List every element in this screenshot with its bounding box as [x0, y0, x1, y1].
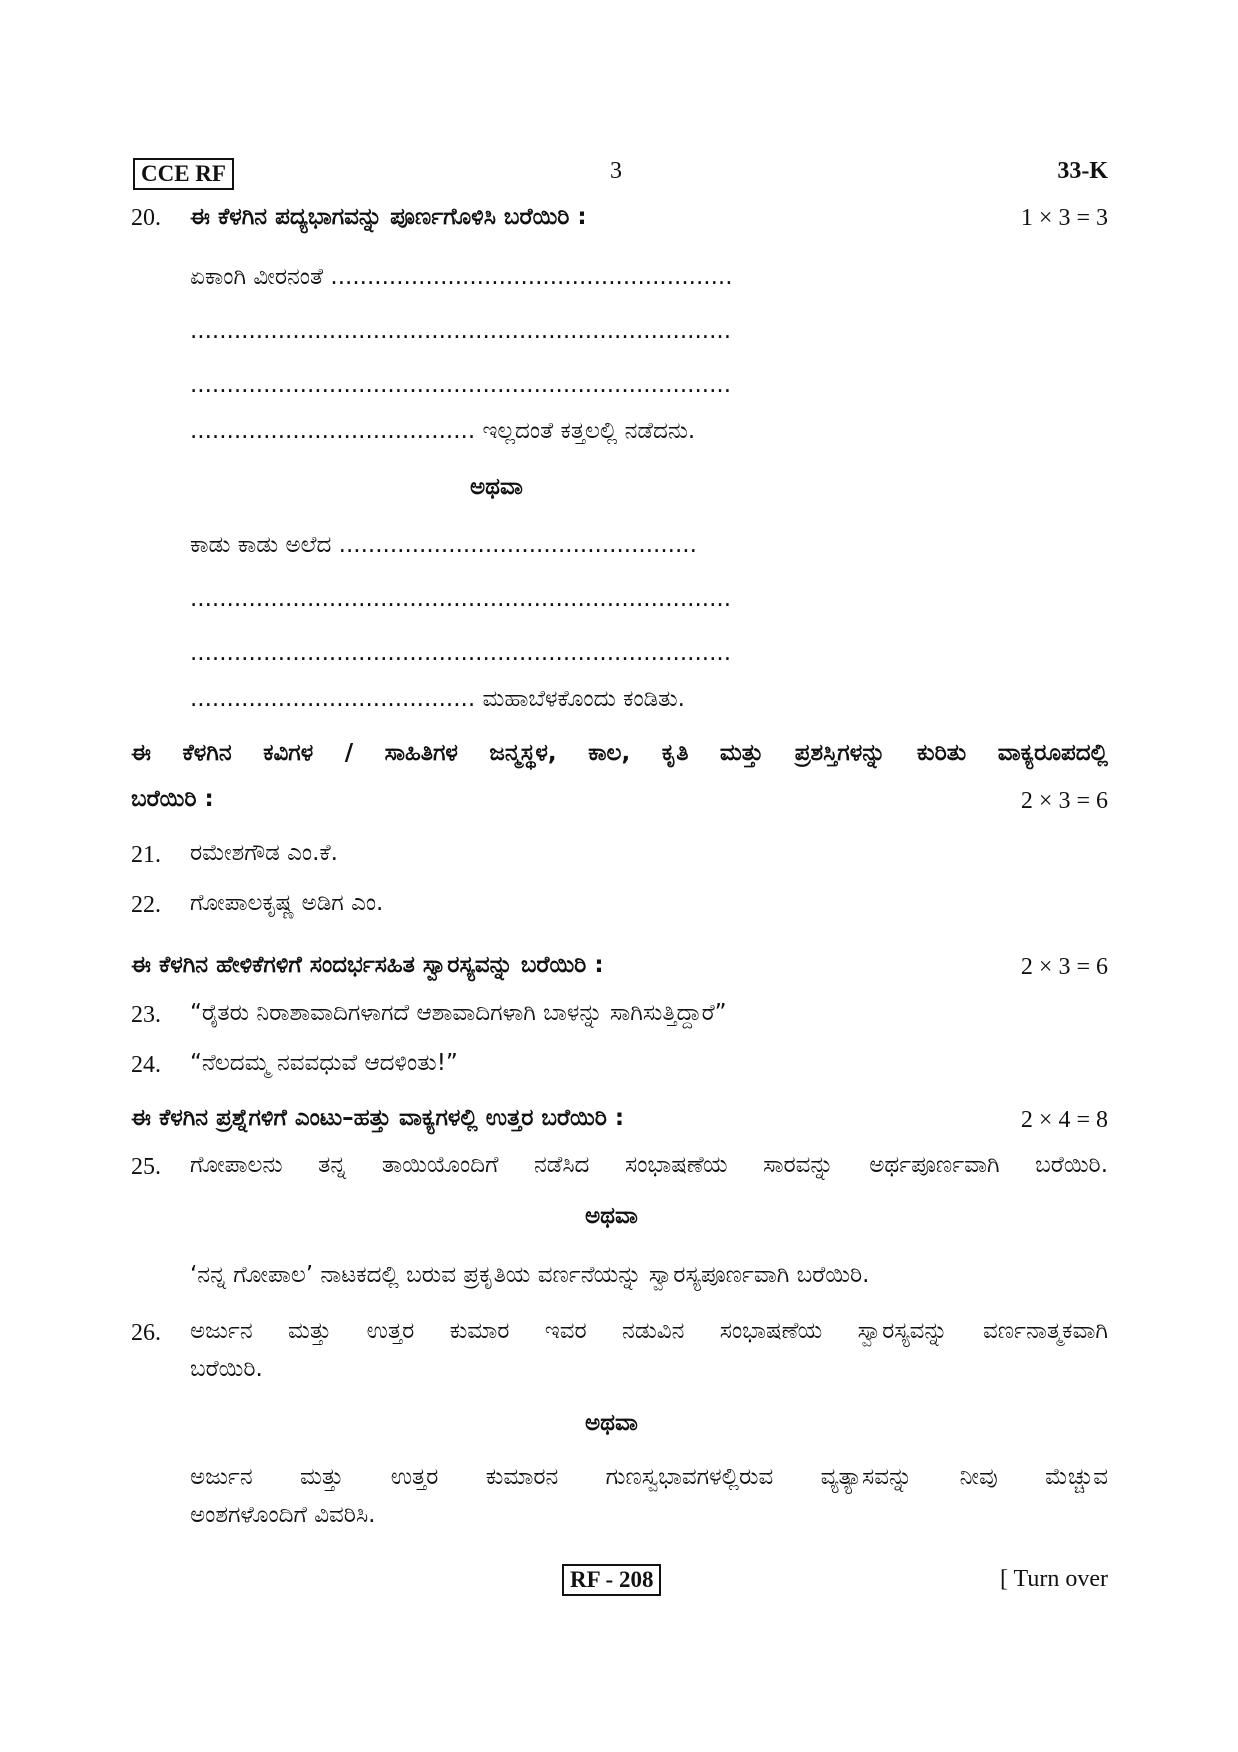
page-number: 3 — [610, 158, 622, 184]
q24-text: “ನೆಲದಮ್ಮ ನವವಧುವೆ ಆದಳಿಂತು!” — [190, 1050, 458, 1076]
poem1-line-1: ಏಕಾಂಗಿ ವೀರನಂತೆ ....................................................... — [190, 264, 733, 290]
header-code-box: CCE RF — [133, 158, 234, 190]
q26-alt-text: ಅರ್ಜುನ ಮತ್ತು ಉತ್ತರ ಕುಮಾರನ ಗುಣಸ್ವಭಾವಗಳಲ್ಲಿರುವ ವ್ಯತ್ಯಾಸವನ್ನು ನೀವು ಮೆಚ್ಚುವ — [190, 1464, 1108, 1490]
q26-alt-text-cont: ಅಂಶಗಳೊಂದಿಗೆ ವಿವರಿಸಿ. — [190, 1502, 376, 1528]
long-instruction: ಈ ಕೆಳಗಿನ ಪ್ರಶ್ನೆಗಳಿಗೆ ಎಂಟು–ಹತ್ತು ವಾಕ್ಯಗಳಲ್ಲಿ ಉತ್ತರ ಬರೆಯಿರಿ : — [131, 1105, 625, 1131]
q20-or: ಅಥವಾ — [470, 474, 523, 500]
q26-text-cont: ಬರೆಯಿರಿ. — [190, 1356, 263, 1382]
q22-text: ಗೋಪಾಲಕೃಷ್ಣ ಅಡಿಗ ಎಂ. — [190, 890, 384, 916]
q26-number: 26. — [131, 1320, 161, 1346]
poem2-line-3: .......................................................................... — [190, 640, 732, 666]
q25-number: 25. — [131, 1154, 161, 1180]
long-marks: 2 × 4 = 8 — [1020, 1107, 1108, 1133]
q23-number: 23. — [131, 1002, 161, 1028]
q20-instruction: ಈ ಕೆಳಗಿನ ಪದ್ಯಭಾಗವನ್ನು ಪೂರ್ಣಗೊಳಿಸಿ ಬರೆಯಿರಿ : — [190, 204, 587, 230]
context-marks: 2 × 3 = 6 — [1020, 954, 1108, 980]
poets-instruction-cont: ಬರೆಯಿರಿ : — [131, 786, 214, 812]
q20-marks: 1 × 3 = 3 — [1020, 205, 1108, 231]
q26-text: ಅರ್ಜುನ ಮತ್ತು ಉತ್ತರ ಕುಮಾರ ಇವರ ನಡುವಿನ ಸಂಭಾಷಣೆಯ ಸ್ವಾರಸ್ಯವನ್ನು ವರ್ಣನಾತ್ಮಕವಾಗಿ — [190, 1318, 1108, 1344]
q24-number: 24. — [131, 1052, 161, 1078]
q26-or: ಅಥವಾ — [585, 1410, 638, 1436]
q21-number: 21. — [131, 842, 161, 868]
paper-code: 33-K — [1057, 158, 1108, 184]
poem1-line-3: .......................................................................... — [190, 372, 732, 398]
q21-text: ರಮೇಶಗೌಡ ಎಂ.ಕೆ. — [190, 840, 338, 866]
poem2-line-1: ಕಾಡು ಕಾಡು ಅಲೆದ ................................................. — [190, 532, 697, 558]
turn-over-label: [ Turn over — [999, 1566, 1108, 1592]
q20-number: 20. — [131, 205, 161, 231]
poem2-line-4: ....................................... ಮಹಾಬೆಳಕೊಂದು ಕಂಡಿತು. — [190, 686, 685, 712]
q25-or: ಅಥವಾ — [585, 1203, 638, 1229]
poem1-line-2: .......................................................................... — [190, 318, 732, 344]
context-instruction: ಈ ಕೆಳಗಿನ ಹೇಳಿಕೆಗಳಿಗೆ ಸಂದರ್ಭಸಹಿತ ಸ್ವಾರಸ್ಯವನ್ನು ಬರೆಯಿರಿ : — [131, 952, 604, 978]
footer-code-box: RF - 208 — [562, 1564, 661, 1596]
q23-text: “ರೈತರು ನಿರಾಶಾವಾದಿಗಳಾಗದೆ ಆಶಾವಾದಿಗಳಾಗಿ ಬಾಳನ್ನು ಸಾಗಿಸುತ್ತಿದ್ದಾರೆ” — [190, 1000, 727, 1026]
q22-number: 22. — [131, 892, 161, 918]
poem2-line-2: .......................................................................... — [190, 586, 732, 612]
poets-marks: 2 × 3 = 6 — [1020, 788, 1108, 814]
q25-alt-text: ‘ನನ್ನ ಗೋಪಾಲ’ ನಾಟಕದಲ್ಲಿ ಬರುವ ಪ್ರಕೃತಿಯ ವರ್ಣನೆಯನ್ನು ಸ್ವಾರಸ್ಯಪೂರ್ಣವಾಗಿ ಬರೆಯಿರಿ. — [190, 1262, 870, 1288]
poem1-line-4: ....................................... ಇಲ್ಲದಂತೆ ಕತ್ತಲಲ್ಲಿ ನಡೆದನು. — [190, 418, 696, 444]
poets-instruction: ಈ ಕೆಳಗಿನ ಕವಿಗಳ / ಸಾಹಿತಿಗಳ ಜನ್ಮಸ್ಥಳ, ಕಾಲ, ಕೃತಿ ಮತ್ತು ಪ್ರಶಸ್ತಿಗಳನ್ನು ಕುರಿತು ವಾಕ್ಯರೂಪದಲ್ಲಿ — [131, 740, 1108, 766]
q25-text: ಗೋಪಾಲನು ತನ್ನ ತಾಯಿಯೊಂದಿಗೆ ನಡೆಸಿದ ಸಂಭಾಷಣೆಯ ಸಾರವನ್ನು ಅರ್ಥಪೂರ್ಣವಾಗಿ ಬರೆಯಿರಿ. — [190, 1152, 1108, 1178]
